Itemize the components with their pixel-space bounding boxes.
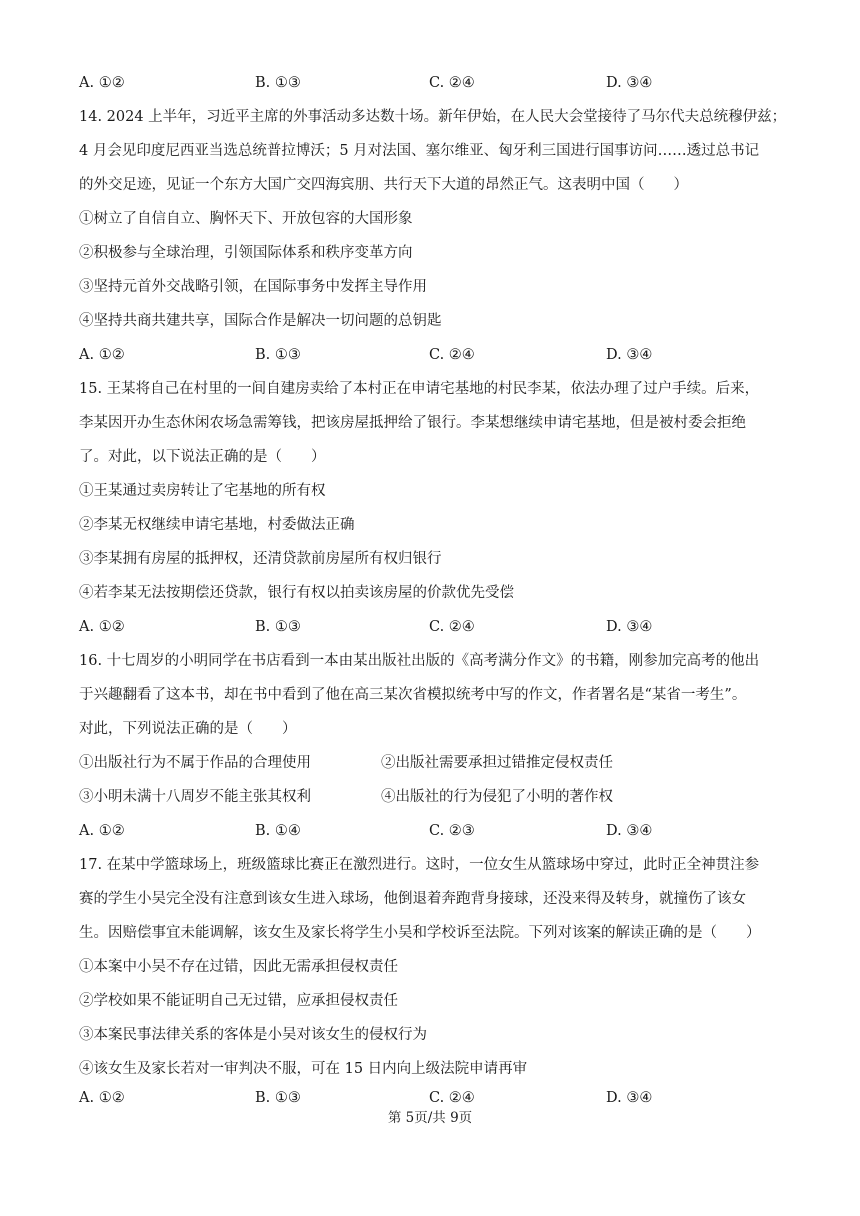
q16-option-c[interactable]: C. ②③ bbox=[429, 823, 475, 839]
q14-statement-2: ②积极参与全球治理，引领国际体系和秩序变革方向 bbox=[79, 245, 413, 261]
q15-statement-4: ④若李某无法按期偿还贷款，银行有权以拍卖该房屋的价款优先受偿 bbox=[79, 585, 514, 601]
q17-statement-3: ③本案民事法律关系的客体是小吴对该女生的侵权行为 bbox=[79, 1027, 427, 1043]
q14-option-d[interactable]: D. ③④ bbox=[606, 347, 653, 363]
q15-statement-3: ③李某拥有房屋的抵押权，还清贷款前房屋所有权归银行 bbox=[79, 551, 442, 567]
q16-statement-2: ②出版社需要承担过错推定侵权责任 bbox=[381, 755, 613, 771]
q14-options bbox=[79, 345, 779, 365]
q13-option-b[interactable]: B. ①③ bbox=[255, 75, 301, 91]
q15-statement-1: ①王某通过卖房转让了宅基地的所有权 bbox=[79, 483, 326, 499]
q13-option-c[interactable]: C. ②④ bbox=[429, 75, 475, 91]
q14-option-a[interactable]: A. ①② bbox=[79, 347, 125, 363]
q17-option-c[interactable]: C. ②④ bbox=[429, 1090, 475, 1106]
q15-stem-line-3: 了。对此，以下说法正确的是（ ） bbox=[79, 449, 326, 465]
q17-stem-line-1: 17. 在某中学篮球场上，班级篮球比赛正在激烈进行。这时，一位女生从篮球场中穿过，此时正全神贯注参 bbox=[79, 857, 760, 873]
q15-option-b[interactable]: B. ①③ bbox=[255, 619, 301, 635]
q14-statement-1: ①树立了自信自立、胸怀天下、开放包容的大国形象 bbox=[79, 211, 413, 227]
q16-statement-1: ①出版社行为不属于作品的合理使用 bbox=[79, 755, 311, 771]
q17-option-a[interactable]: A. ①② bbox=[79, 1090, 125, 1106]
q14-stem-line-3: 的外交足迹，见证一个东方大国广交四海宾朋、共行天下大道的昂然正气。这表明中国（ ） bbox=[79, 177, 688, 193]
q15-option-c[interactable]: C. ②④ bbox=[429, 619, 475, 635]
q16-statements-row-2 bbox=[79, 787, 779, 807]
q16-option-b[interactable]: B. ①④ bbox=[255, 823, 301, 839]
page-number: 第 5页/共 9页 bbox=[387, 1110, 473, 1126]
q16-option-a[interactable]: A. ①② bbox=[79, 823, 125, 839]
q16-statements-row-1 bbox=[79, 753, 779, 773]
q14-stem-line-2: 4 月会见印度尼西亚当选总统普拉博沃；5 月对法国、塞尔维亚、匈牙利三国进行国事访问……透过总书记 bbox=[79, 143, 760, 159]
q13-option-a[interactable]: A. ①② bbox=[79, 75, 125, 91]
q14-stem-line-1: 14. 2024 上半年，习近平主席的外事活动多达数十场。新年伊始，在人民大会堂接待了马尔代夫总统穆伊兹； bbox=[79, 109, 787, 125]
q15-stem-line-2: 李某因开办生态休闲农场急需筹钱，把该房屋抵押给了银行。李某想继续申请宅基地，但是被村委会拒绝 bbox=[79, 415, 746, 431]
q14-option-c[interactable]: C. ②④ bbox=[429, 347, 475, 363]
q15-options bbox=[79, 617, 779, 637]
q17-statement-1: ①本案中小吴不存在过错，因此无需承担侵权责任 bbox=[79, 959, 398, 975]
q17-options bbox=[79, 1088, 779, 1108]
q15-stem-line-1: 15. 王某将自己在村里的一间自建房卖给了本村正在申请宅基地的村民李某，依法办理了过户手续。后来， bbox=[79, 381, 760, 397]
q16-stem-line-2: 于兴趣翻看了这本书，却在书中看到了他在高三某次省模拟统考中写的作文，作者署名是“某省一考生”。 bbox=[79, 687, 747, 703]
q17-option-b[interactable]: B. ①③ bbox=[255, 1090, 301, 1106]
q14-statement-4: ④坚持共商共建共享，国际合作是解决一切问题的总钥匙 bbox=[79, 313, 442, 329]
q16-statement-3: ③小明未满十八周岁不能主张其权利 bbox=[79, 789, 311, 805]
q13-options bbox=[79, 73, 779, 93]
q15-statement-2: ②李某无权继续申请宅基地，村委做法正确 bbox=[79, 517, 355, 533]
q16-stem-line-1: 16. 十七周岁的小明同学在书店看到一本由某出版社出版的《高考满分作文》的书籍，刚参加完高考的他出 bbox=[79, 653, 760, 669]
q14-statement-3: ③坚持元首外交战略引领，在国际事务中发挥主导作用 bbox=[79, 279, 427, 295]
q16-stem-line-3: 对此，下列说法正确的是（ ） bbox=[79, 721, 297, 737]
q16-statement-4: ④出版社的行为侵犯了小明的著作权 bbox=[381, 789, 613, 805]
q15-option-d[interactable]: D. ③④ bbox=[606, 619, 653, 635]
q17-stem-line-2: 赛的学生小吴完全没有注意到该女生进入球场，他倒退着奔跑背身接球，还没来得及转身，就撞伤了该女 bbox=[79, 891, 746, 907]
q15-option-a[interactable]: A. ①② bbox=[79, 619, 125, 635]
q16-option-d[interactable]: D. ③④ bbox=[606, 823, 653, 839]
q14-option-b[interactable]: B. ①③ bbox=[255, 347, 301, 363]
q13-option-d[interactable]: D. ③④ bbox=[606, 75, 653, 91]
q17-option-d[interactable]: D. ③④ bbox=[606, 1090, 653, 1106]
q16-options bbox=[79, 821, 779, 841]
q17-stem-line-3: 生。因赔偿事宜未能调解，该女生及家长将学生小吴和学校诉至法院。下列对该案的解读正确的是（ ） bbox=[79, 925, 761, 941]
q17-statement-2: ②学校如果不能证明自己无过错，应承担侵权责任 bbox=[79, 993, 398, 1009]
q17-statement-4: ④该女生及家长若对一审判决不服，可在 15 日内向上级法院申请再审 bbox=[79, 1061, 528, 1077]
